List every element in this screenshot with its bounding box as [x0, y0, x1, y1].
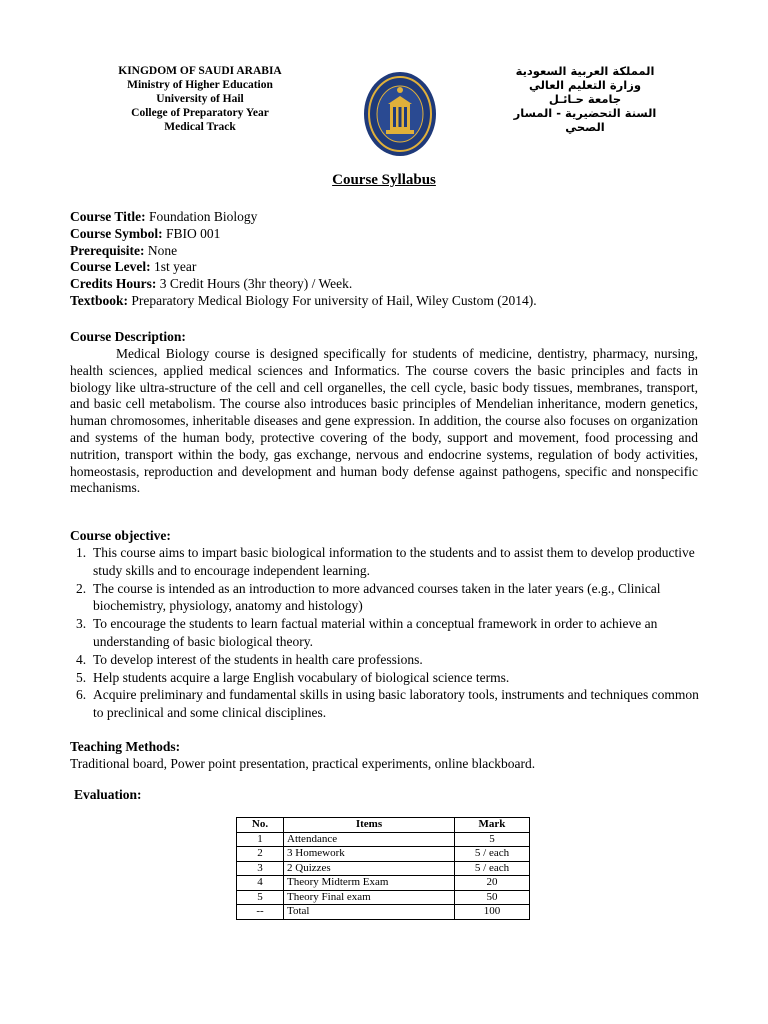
list-text: This course aims to impart basic biological information to the students and to assist them to develop productive study skills and to encourage independent learning. — [93, 545, 695, 578]
list-item — [70, 686, 700, 722]
table-cell: 3 — [237, 861, 284, 876]
list-number: 5. — [76, 669, 87, 685]
info-value: FBIO 001 — [162, 225, 221, 241]
table-cell: Total — [284, 905, 455, 920]
table-cell: 4 — [237, 876, 284, 891]
university-seal-icon — [362, 70, 438, 158]
table-cell: 1 — [237, 832, 284, 847]
info-value: 3 Credit Hours (3hr theory) / Week. — [156, 276, 353, 292]
info-value: Preparatory Medical Biology For university of Hail, Wiley Custom (2014). — [128, 292, 537, 308]
table-row — [237, 832, 530, 847]
table-cell: 50 — [455, 890, 530, 905]
header-line: جامعة حـائـل — [548, 92, 622, 106]
list-item — [70, 669, 700, 687]
column-header: Items — [284, 818, 455, 833]
info-value: 1st year — [150, 259, 197, 275]
info-row — [70, 209, 710, 226]
table-row — [237, 847, 530, 862]
table-cell: 5 / each — [455, 847, 530, 862]
description-heading: Course Description: — [70, 329, 186, 344]
list-text: Help students acquire a large English vocabulary of biological science terms. — [93, 669, 510, 685]
evaluation-table — [236, 817, 530, 920]
info-label: Prerequisite: — [70, 242, 145, 258]
objectives-list — [70, 544, 700, 722]
table-cell: Theory Final exam — [284, 890, 455, 905]
info-row — [70, 276, 710, 293]
header-line: KINGDOM OF SAUDI ARABIA — [118, 65, 282, 77]
header-line: وزارة التعليم العالي — [528, 78, 641, 92]
table-cell: 5 / each — [455, 861, 530, 876]
list-item — [70, 580, 700, 616]
list-text: Acquire preliminary and fundamental skills in using basic laboratory tools, instruments and techniques common to preclinical and some clinical disciplines. — [93, 687, 699, 721]
list-number: 6. — [76, 687, 87, 703]
table-cell: 100 — [455, 905, 530, 920]
table-header-row — [237, 818, 530, 833]
header-line: المملكة العربية السعودية — [515, 64, 655, 78]
header-arabic — [500, 64, 670, 134]
header-line: السنة التحضيرية - المسار الصحي — [513, 106, 657, 134]
list-text: The course is intended as an introduction to more advanced courses taken in the later years (e.g., Clinical biochemistry, physiology, anatomy and histology) — [93, 580, 661, 614]
header-line: College of Preparatory Year — [131, 107, 269, 119]
table-cell: 3 Homework — [284, 847, 455, 862]
header-line: Medical Track — [164, 121, 236, 133]
table-cell: 20 — [455, 876, 530, 891]
info-row — [70, 226, 710, 243]
list-number: 4. — [76, 651, 87, 667]
header-line: Ministry of Higher Education — [127, 79, 273, 91]
teaching-heading: Teaching Methods: — [70, 739, 181, 754]
info-label: Course Title: — [70, 209, 146, 224]
list-number: 1. — [76, 545, 87, 560]
table-cell: 5 — [455, 832, 530, 847]
column-header: Mark — [455, 818, 530, 833]
list-item — [70, 615, 700, 651]
table-row — [237, 876, 530, 891]
list-number: 2. — [76, 580, 87, 596]
page-title: Course Syllabus — [332, 172, 436, 188]
table-row — [237, 905, 530, 920]
info-value: Foundation Biology — [145, 209, 258, 224]
info-label: Course Level: — [70, 259, 151, 275]
objectives-heading: Course objective: — [70, 528, 171, 543]
list-item — [70, 544, 700, 580]
info-row — [70, 243, 710, 260]
table-row — [237, 890, 530, 905]
list-text: To encourage the students to learn factual material within a conceptual framework in order to achieve an understanding of basic biological theory. — [93, 616, 658, 649]
course-info — [70, 209, 710, 310]
header-line: University of Hail — [156, 93, 244, 105]
info-value: None — [144, 242, 178, 258]
table-cell: -- — [237, 905, 284, 920]
university-logo — [362, 70, 438, 158]
info-label: Course Symbol: — [70, 225, 163, 241]
list-text: To develop interest of the students in health care professions. — [93, 651, 423, 667]
evaluation-heading: Evaluation: — [74, 787, 142, 802]
header-english — [90, 64, 310, 134]
table-cell: 5 — [237, 890, 284, 905]
table-cell: Theory Midterm Exam — [284, 876, 455, 891]
info-label: Textbook: — [70, 292, 129, 308]
table-cell: 2 — [237, 847, 284, 862]
teaching-text: Traditional board, Power point presentation, practical experiments, online blackboard. — [70, 756, 536, 771]
table-row — [237, 861, 530, 876]
list-number: 3. — [76, 616, 87, 632]
info-row — [70, 293, 710, 310]
table-cell: Attendance — [284, 832, 455, 847]
list-item — [70, 651, 700, 669]
description-text: Medical Biology course is designed specifically for students of medicine, dentistry, pharmacy, nursing, health sciences, applied medical sciences and Informatics. The course covers the basic principles and facts in biology like ultra-structure of the cell and cell organelles, the cell cycle, basic body tissues, membranes, transport, and basic cell metabolism. The course also introduces basic principles of Mendelian inheritance, modern genetics, human chromosomes, inheritable diseases and gene expression. In addition, the course also focuses on organization and systems of the human body, protective covering of the body, support and movement, food processing and nutrition, transport within the body, gas exchange, nervous and endocrine systems, regulation of body activities, homeostasis, reproduction and development and human body defense against pathogens, specific and nonspecific mechanisms. — [70, 346, 698, 496]
info-label: Credits Hours: — [70, 276, 157, 292]
column-header: No. — [237, 818, 284, 833]
info-row — [70, 259, 710, 276]
table-cell: 2 Quizzes — [284, 861, 455, 876]
